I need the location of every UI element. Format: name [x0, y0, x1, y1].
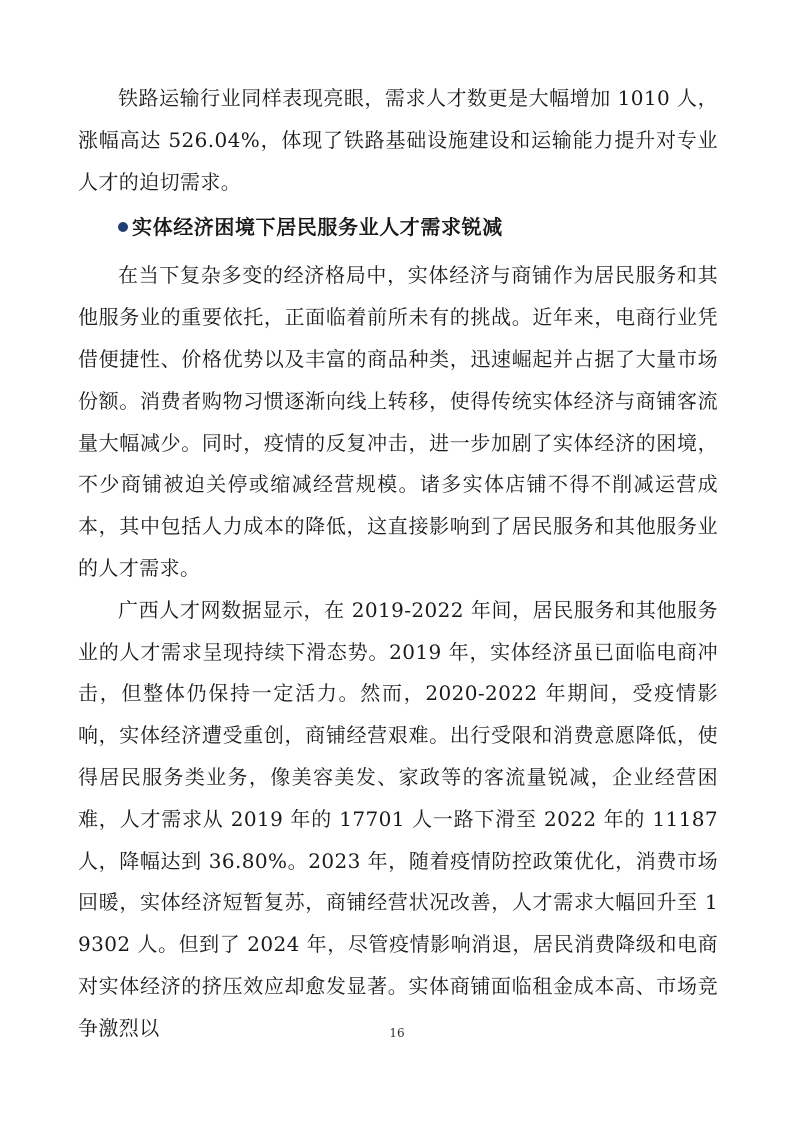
section-heading-text: 实体经济困境下居民服务业人才需求锐减 — [132, 215, 503, 240]
bullet-icon — [118, 222, 128, 232]
page-number: 16 — [389, 1026, 405, 1040]
paragraph-economy-context: 在当下复杂多变的经济格局中，实体经济与商铺作为居民服务和其他服务业的重要依托，正面临着前所未有的挑战。近年来，电商行业凭借便捷性、价格优势以及丰富的商品种类，迅速崛起并占据了大量市场份额。消费者购物习惯逐渐向线上转移，使得传统实体经济与商铺客流量大幅减少。同时，疫情的反复冲击，进一步加剧了实体经济的困境，不少商铺被迫关停或缩减经营规模。诸多实体店铺不得不削减运营成本，其中包括人力成本的降低，这直接影响到了居民服务和其他服务业的人才需求。 — [78, 263, 718, 580]
section-heading — [78, 207, 718, 247]
paragraph-guangxi-data: 广西人才网数据显示，在 2019-2022 年间，居民服务和其他服务业的人才需求呈现持续下滑态势。2019 年，实体经济虽已面临电商冲击，但整体仍保持一定活力。然而，2020-2022 年期间，受疫情影响，实体经济遭受重创，商铺经营艰难。出行受限和消费意愿降低，使得居民服务类业务，像美容美发、家政等的客流量锐减，企业经营困难，人才需求从 2019 年的 17701 人一路下滑至 2022 年的 11187 人，降幅达到 36.80%。2023 年，随着疫情防控政策优化，消费市场回暖，实体经济短暂复苏，商铺经营状况改善，人才需求大幅回升至 19302 人。但到了 2024 年，尽管疫情影响消退，居民消费降级和电商对实体经济的挤压效应却愈发显著。实体商铺面临租金成本高、市场竞争激烈以 — [78, 597, 718, 1040]
paragraph-railway: 铁路运输行业同样表现亮眼，需求人才数更是大幅增加 1010 人，涨幅高达 526.04%，体现了铁路基础设施建设和运输能力提升对专业人才的迫切需求。 — [78, 86, 718, 194]
page-content — [78, 78, 718, 1050]
